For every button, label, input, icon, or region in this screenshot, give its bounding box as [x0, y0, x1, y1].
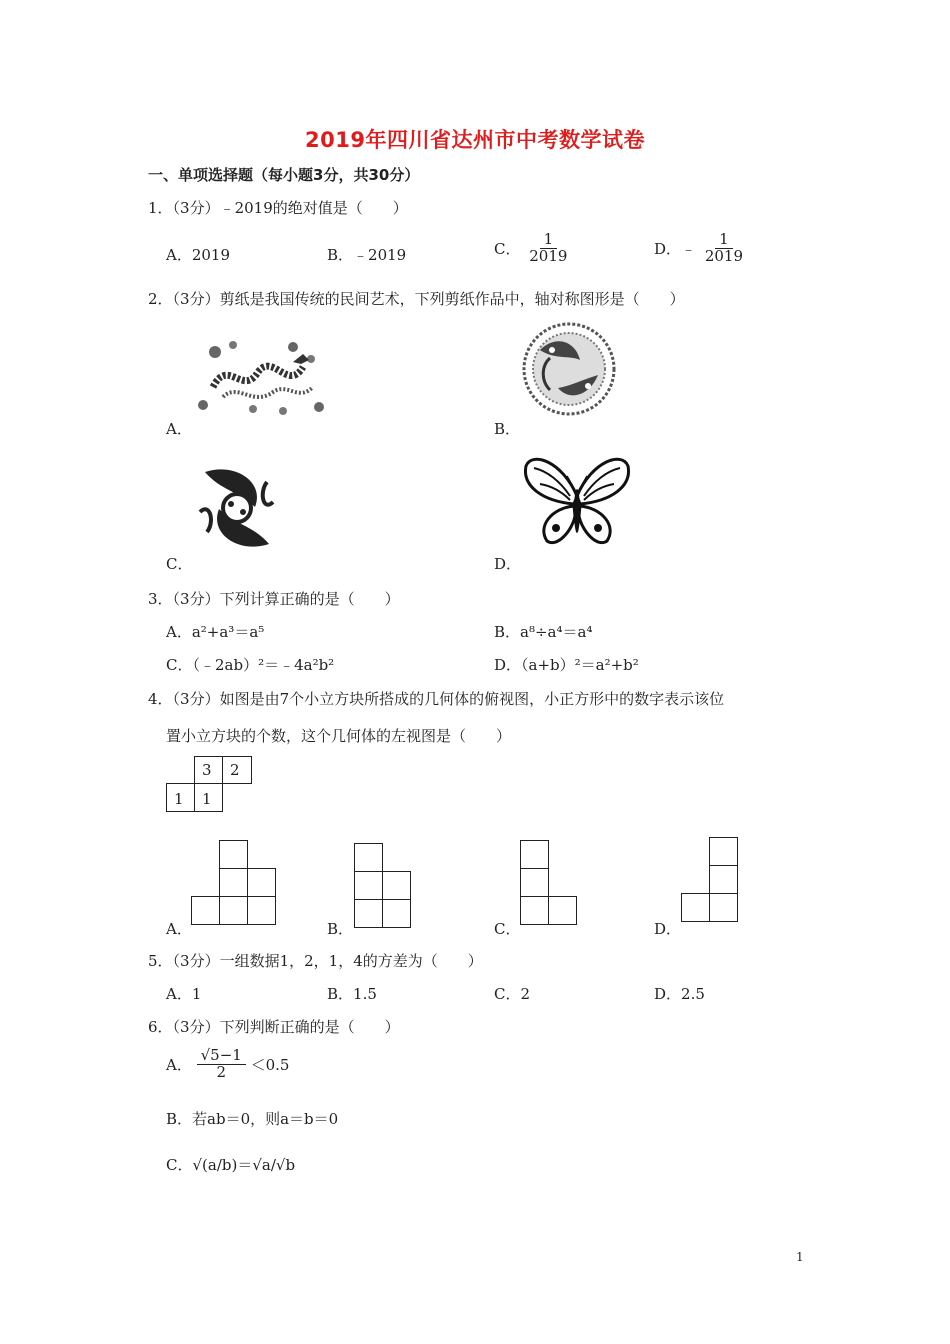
- view-cell: [520, 896, 549, 925]
- page-title: 2019年四川省达州市中考数学试卷: [305, 128, 645, 152]
- q1-option-b: B．﹣2019: [327, 246, 407, 264]
- q1-option-c: C． $\frac{1}{2019}$: [494, 230, 568, 265]
- page-number: 1: [796, 1250, 804, 1264]
- leaf-papercut-image: [195, 462, 279, 554]
- grid-number: 2: [230, 761, 240, 779]
- view-cell: [354, 843, 383, 872]
- q5-option-d: D．2.5: [654, 985, 705, 1003]
- view-cell: [219, 868, 248, 897]
- view-cell: [709, 837, 738, 866]
- q5-option-b: B．1.5: [327, 985, 377, 1003]
- question-3-stem: 3．（3分）下列计算正确的是（ ）: [148, 590, 400, 608]
- q4-option-d: D．: [654, 920, 682, 938]
- grid-number: 3: [202, 761, 212, 779]
- q4-option-a: A．: [166, 920, 192, 938]
- view-cell: [709, 865, 738, 894]
- q3-option-d: D．（a+b）²＝a²+b²: [494, 656, 639, 674]
- view-cell: [382, 899, 411, 928]
- fish-circle-papercut-image: [520, 320, 618, 418]
- q3-option-a: A．a²+a³＝a⁵: [166, 623, 265, 641]
- q5-option-c: C．2: [494, 985, 531, 1003]
- view-cell: [247, 896, 276, 925]
- dragon-papercut-image: [193, 337, 329, 417]
- view-cell: [219, 896, 248, 925]
- view-cell: [520, 868, 549, 897]
- q2-option-c: C．: [166, 555, 193, 573]
- view-cell: [520, 840, 549, 869]
- q2-option-b: B．: [494, 420, 521, 438]
- view-cell: [382, 871, 411, 900]
- q6-option-c: C．√(a/b)＝√a/√b: [166, 1156, 296, 1174]
- view-cell: [219, 840, 248, 869]
- grid-number: 1: [174, 790, 184, 808]
- view-cell: [709, 893, 738, 922]
- q6-option-b: B．若ab＝0，则a＝b＝0: [166, 1110, 339, 1128]
- view-cell: [548, 896, 577, 925]
- question-4-stem-line2: 置小立方块的个数，这个几何体的左视图是（ ）: [166, 727, 512, 745]
- q2-option-a: A．: [166, 420, 192, 438]
- view-cell: [191, 896, 220, 925]
- grid-number: 1: [202, 790, 212, 808]
- view-cell: [354, 871, 383, 900]
- question-5-stem: 5．（3分）一组数据1，2，1，4的方差为（ ）: [148, 952, 483, 970]
- q2-option-d: D．: [494, 555, 522, 573]
- q1-option-d: D．﹣ $\frac{1}{2019}$: [654, 230, 743, 265]
- butterfly-papercut-image: [522, 456, 632, 550]
- view-cell: [247, 868, 276, 897]
- view-cell: [354, 899, 383, 928]
- question-4-stem-line1: 4．（3分）如图是由7个小立方块所搭成的几何体的俯视图，小正方形中的数字表示该位: [148, 690, 725, 708]
- question-2-stem: 2．（3分）剪纸是我国传统的民间艺术，下列剪纸作品中，轴对称图形是（ ）: [148, 290, 685, 308]
- q1-option-a: A．2019: [166, 246, 231, 264]
- q6-option-a: A． $\frac{√5-1}{2}$ ＜0.5: [166, 1046, 290, 1081]
- q3-option-c: C．（﹣2ab）²＝﹣4a²b²: [166, 656, 335, 674]
- view-cell: [681, 893, 710, 922]
- q5-option-a: A．1: [166, 985, 202, 1003]
- section-heading: 一、单项选择题（每小题3分，共30分）: [148, 166, 420, 184]
- q4-option-c: C．: [494, 920, 521, 938]
- question-6-stem: 6．（3分）下列判断正确的是（ ）: [148, 1018, 400, 1036]
- q3-option-b: B．a⁸÷a⁴＝a⁴: [494, 623, 593, 641]
- q4-option-b: B．: [327, 920, 354, 938]
- question-1-stem: 1．（3分）﹣2019的绝对值是（ ）: [148, 199, 408, 217]
